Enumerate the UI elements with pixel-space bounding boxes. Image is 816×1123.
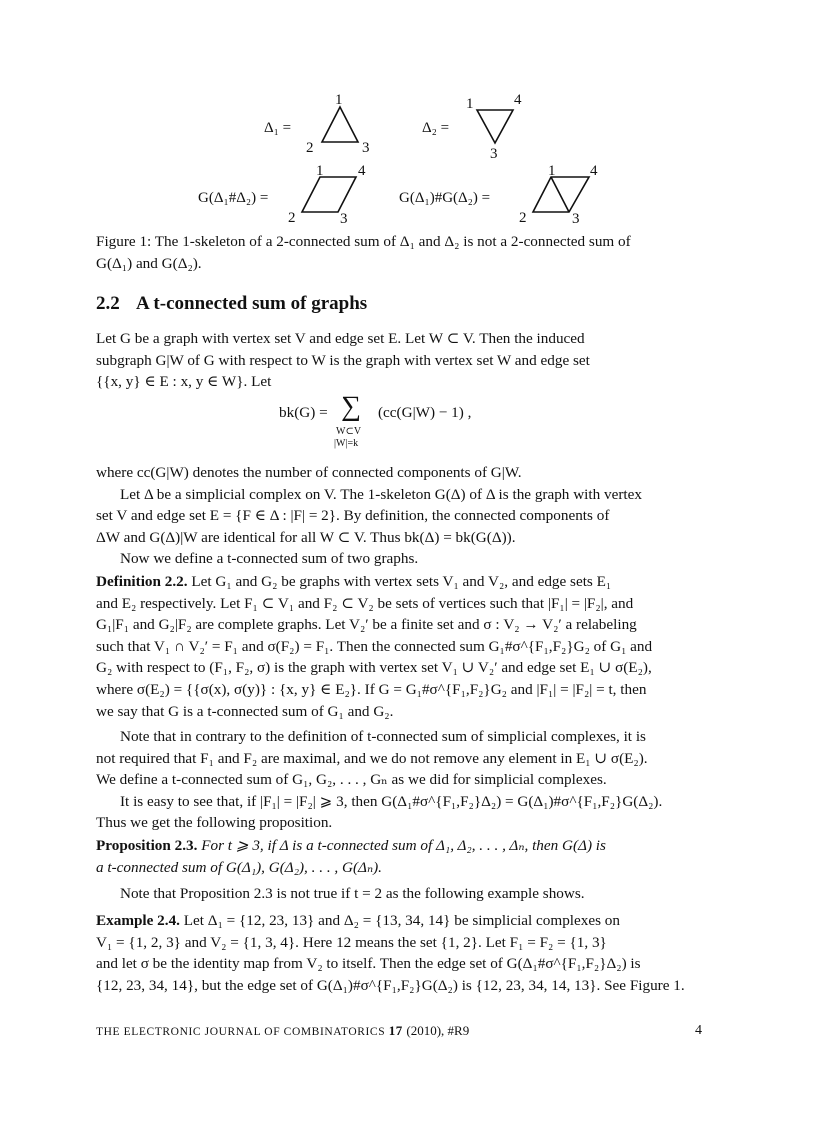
- definition-2-2: [96, 571, 702, 722]
- g-sum-vertex-3: 3: [340, 211, 348, 227]
- text-line: G₂ with respect to (F₁, F₂, σ) is the graph with vertex set V₁ ∪ V₂′ and edge set E₁ ∪ σ(E₂),: [96, 659, 652, 677]
- delta2-vertex-4: 4: [514, 92, 522, 108]
- proposition-2-3: [96, 835, 702, 878]
- text-line: [96, 910, 702, 932]
- text-line: Now we define a t-connected sum of two graphs.: [120, 550, 419, 568]
- text-line: [96, 571, 702, 593]
- text-line: ΔW and G(Δ)|W are identical for all W ⊂ V. Thus bk(Δ) = bk(G(Δ)).: [96, 528, 516, 546]
- g-of-sum-diagonal: [551, 177, 569, 212]
- g-sum-vertex-1: 1: [316, 163, 324, 179]
- g-sum-vertex-4: 4: [358, 163, 366, 179]
- figure-caption: [96, 231, 702, 274]
- caption-line-2: G(Δ₁) and G(Δ₂).: [96, 254, 202, 272]
- g-sum-label: G(Δ₁#Δ₂) =: [198, 190, 269, 206]
- paragraph-counterexample-intro: [96, 883, 702, 905]
- paragraph-note: [96, 726, 702, 834]
- text-line: subgraph G|W of G with respect to W is the graph with vertex set W and edge set: [96, 351, 590, 369]
- delta2-triangle: [477, 110, 513, 143]
- text-line: not required that F₁ and F₂ are maximal, and we do not remove any element in E₁ ∪ σ(E₂).: [96, 749, 648, 767]
- text-line: G₁|F₁ and G₂|F₂ are complete graphs. Let V₂′ be a finite set and σ : V₂ → V₂′ a relabeling: [96, 616, 637, 634]
- section-heading: [96, 293, 367, 315]
- text-line: and let σ be the identity map from V₂ to itself. Then the edge set of G(Δ₁#σ^{F₁,F₂}Δ₂) is: [96, 955, 641, 973]
- delta2-vertex-3: 3: [490, 146, 498, 162]
- g-of-sum-vertex-1: 1: [548, 163, 556, 179]
- proposition-label: Proposition 2.3.: [96, 837, 198, 854]
- example-line-1: Let Δ₁ = {12, 23, 13} and Δ₂ = {13, 34, 14} be simplicial complexes on: [183, 912, 620, 929]
- delta2-vertex-1: 1: [466, 96, 474, 112]
- text-line: V₁ = {1, 2, 3} and V₂ = {1, 3, 4}. Here 12 means the set {1, 2}. Let F₁ = F₂ = {1, 3}: [96, 933, 607, 951]
- delta1-triangle: [322, 107, 358, 142]
- example-label: Example 2.4.: [96, 912, 180, 929]
- delta1-label: Δ₁ =: [264, 120, 292, 136]
- text-line: It is easy to see that, if |F₁| = |F₂| ⩾ 3, then G(Δ₁#σ^{F₁,F₂}Δ₂) = G(Δ₁)#σ^{F₁,F₂}G(Δ₂).: [120, 792, 663, 810]
- text-line: {{x, y} ∈ E : x, y ∈ W}. Let: [96, 373, 272, 391]
- footer-volume: 17: [388, 1023, 403, 1038]
- text-line: We define a t-connected sum of G₁, G₂, . . . , Gₙ as we did for simplicial complexes.: [96, 771, 607, 789]
- definition-line-1: Let G₁ and G₂ be graphs with vertex sets V₁ and V₂, and edge sets E₁: [191, 573, 612, 590]
- delta1-vertex-2: 2: [306, 140, 314, 156]
- g-sum-parallelogram: [302, 177, 356, 212]
- sum-subscript-1: W⊂V: [336, 426, 362, 437]
- delta1-vertex-3: 3: [362, 140, 370, 156]
- delta2-label: Δ₂ =: [422, 120, 450, 136]
- sum-subscript-2: |W|=k: [334, 438, 359, 449]
- g-of-sum-vertex-2: 2: [519, 210, 527, 226]
- paragraph-induced-subgraph: [96, 328, 702, 393]
- text-line: and E₂ respectively. Let F₁ ⊂ V₁ and F₂ ⊂ V₂ be sets of vertices such that |F₁| = |F₂|, and: [96, 594, 634, 612]
- proposition-line-1: For t ⩾ 3, if Δ is a t-connected sum of Δ₁, Δ₂, . . . , Δₙ, then G(Δ) is: [201, 837, 606, 854]
- figure-1: [96, 0, 702, 230]
- footer-journal: THE ELECTRONIC JOURNAL OF COMBINATORICS: [96, 1026, 386, 1038]
- g-of-sum-label: G(Δ₁)#G(Δ₂) =: [399, 190, 491, 206]
- paper-page: [96, 0, 702, 1123]
- g-of-sum-shape: [533, 177, 589, 212]
- text-line: where σ(E₂) = {{σ(x), σ(y)} : {x, y} ∈ E₂}. If G = G₁#σ^{F₁,F₂}G₂ and |F₁| = |F₂| = t, then: [96, 680, 647, 698]
- text-line: such that V₁ ∩ V₂′ = F₁ and σ(F₂) = F₁. Then the connected sum G₁#σ^{F₁,F₂}G₂ of G₁ and: [96, 637, 653, 655]
- text-line: [96, 835, 702, 857]
- definition-label: Definition 2.2.: [96, 573, 188, 590]
- paragraph-skeleton: [96, 462, 702, 570]
- section-title: A t-connected sum of graphs: [136, 293, 368, 314]
- text-line: Note that in contrary to the definition of t-connected sum of simplicial complexes, it is: [120, 728, 646, 745]
- text-line: set V and edge set E = {F ∈ Δ : |F| = 2}. By definition, the connected components of: [96, 507, 610, 525]
- text-line: Thus we get the following proposition.: [96, 814, 333, 832]
- g-of-sum-vertex-3: 3: [572, 211, 580, 227]
- text-line: Let Δ be a simplicial complex on V. The 1-skeleton G(Δ) of Δ is the graph with vertex: [120, 485, 642, 503]
- text-line: where cc(G|W) denotes the number of connected components of G|W.: [96, 464, 522, 481]
- section-number: 2.2: [96, 293, 120, 314]
- page-footer: [96, 1020, 702, 1044]
- text-line: {12, 23, 34, 14}, but the edge set of G(Δ₁)#σ^{F₁,F₂}G(Δ₂) is {12, 23, 34, 14, 13}. See Figure 1.: [96, 976, 685, 994]
- footer-year-issue: (2010), #R9: [406, 1023, 470, 1038]
- g-sum-vertex-2: 2: [288, 210, 296, 226]
- formula-rhs: (cc(G|W) − 1) ,: [378, 404, 472, 421]
- delta1-vertex-1: 1: [335, 92, 343, 108]
- sum-symbol: ∑: [341, 391, 361, 422]
- formula-lhs: bk(G) =: [279, 404, 328, 421]
- example-2-4: [96, 910, 702, 996]
- text-line: Note that Proposition 2.3 is not true if t = 2 as the following example shows.: [120, 885, 585, 902]
- text-line: a t-connected sum of G(Δ₁), G(Δ₂), . . . , G(Δₙ).: [96, 858, 382, 876]
- g-of-sum-vertex-4: 4: [590, 163, 598, 179]
- caption-line-1: Figure 1: The 1-skeleton of a 2-connected sum of Δ₁ and Δ₂ is not a 2-connected sum of: [96, 233, 631, 250]
- text-line: Let G be a graph with vertex set V and edge set E. Let W ⊂ V. Then the induced: [96, 330, 585, 347]
- page-number: 4: [695, 1023, 702, 1038]
- text-line: we say that G is a t-connected sum of G₁ and G₂.: [96, 702, 394, 720]
